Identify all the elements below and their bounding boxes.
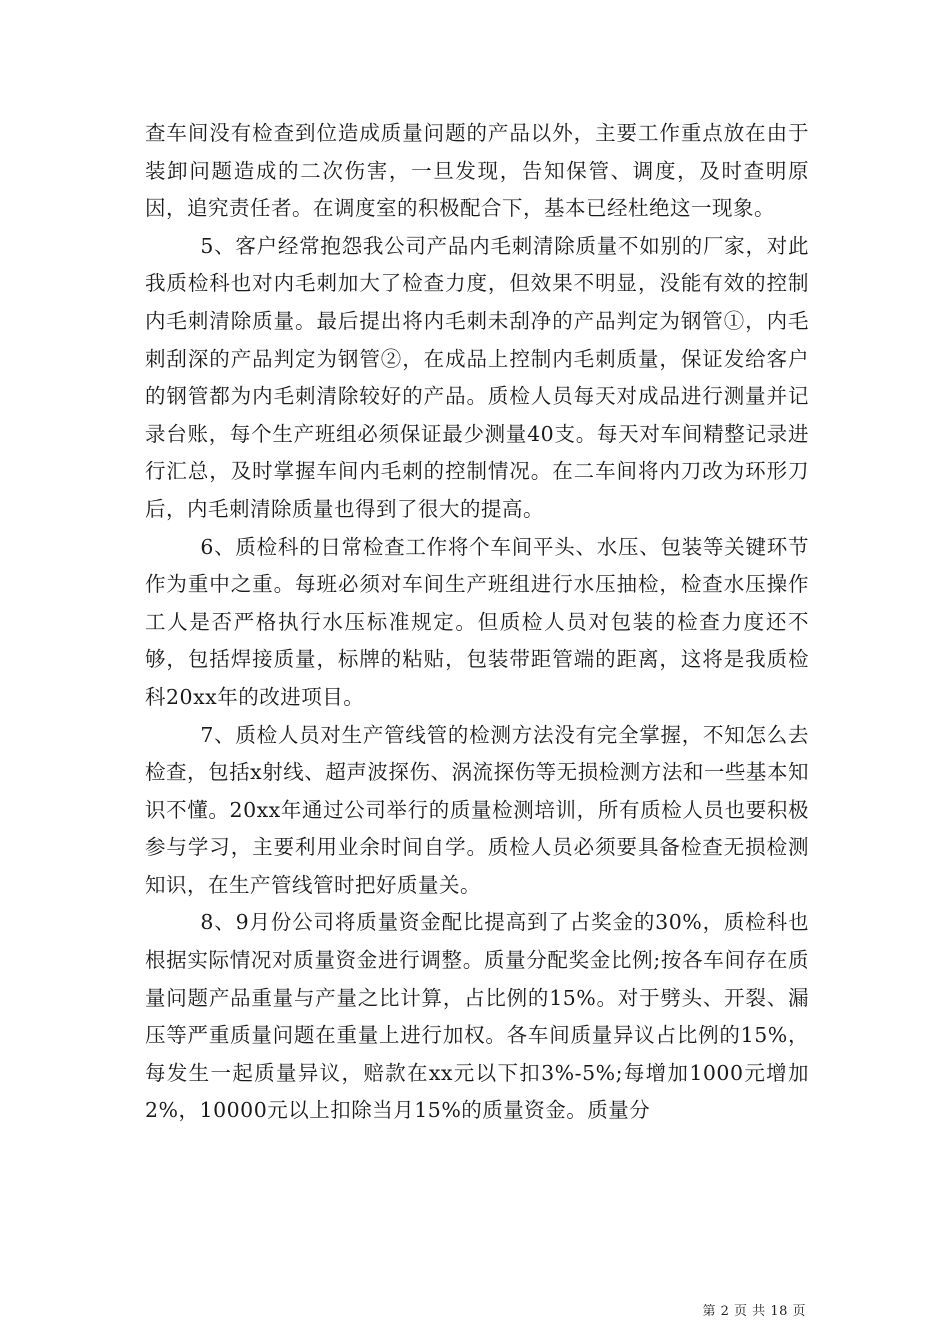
paragraph-item-5: 5、客户经常抱怨我公司产品内毛刺清除质量不如别的厂家，对此我质检科也对内毛刺加大了检查力度，但效果不明显，没能有效的控制内毛刺清除质量。最后提出将内毛刺未刮净的产品判定为钢管①，内毛刺刮深的产品判定为钢管②，在成品上控制内毛刺质量，保证发给客户的钢管都为内毛刺清除较好的产品。质检人员每天对成品进行测量并记录台账，每个生产班组必须保证最少测量40支。每天对车间精整记录进行汇总，及时掌握车间内毛刺的控制情况。在二车间将内刀改为环形刀后，内毛刺清除质量也得到了很大的提高。 bbox=[145, 233, 809, 521]
paragraph-item-6: 6、质检科的日常检查工作将个车间平头、水压、包装等关键环节作为重中之重。每班必须对车间生产班组进行水压抽检，检查水压操作工人是否严格执行水压标准规定。但质检人员对包装的检查力度还不够，包括焊接质量，标牌的粘贴，包装带距管端的距离，这将是我质检科20xx年的改进项目。 bbox=[145, 534, 809, 709]
paragraph-continued: 查车间没有检查到位造成质量问题的产品以外，主要工作重点放在由于装卸问题造成的二次伤害，一旦发现，告知保管、调度，及时查明原因，追究责任者。在调度室的积极配合下，基本已经杜绝这一现象。 bbox=[145, 121, 809, 221]
document-body bbox=[145, 115, 809, 1130]
paragraph-item-8: 8、9月份公司将质量资金配比提高到了占奖金的30%，质检科也根据实际情况对质量资金进行调整。质量分配奖金比例;按各车间存在质量问题产品重量与产量之比计算，占比例的15%。对于劈头、开裂、漏压等严重质量问题在重量上进行加权。各车间质量异议占比例的15%，每发生一起质量异议，赔款在xx元以下扣3%-5%;每增加1000元增加2%，10000元以上扣除当月15%的质量资金。质量分 bbox=[145, 910, 809, 1123]
page-number: 第 2 页 共 18 页 bbox=[702, 1304, 806, 1319]
paragraph-item-7: 7、质检人员对生产管线管的检测方法没有完全掌握，不知怎么去检查，包括x射线、超声波探伤、涡流探伤等无损检测方法和一些基本知识不懂。20xx年通过公司举行的质量检测培训，所有质检人员也要积极参与学习，主要利用业余时间自学。质检人员必须要具备检查无损检测知识，在生产管线管时把好质量关。 bbox=[145, 722, 809, 897]
